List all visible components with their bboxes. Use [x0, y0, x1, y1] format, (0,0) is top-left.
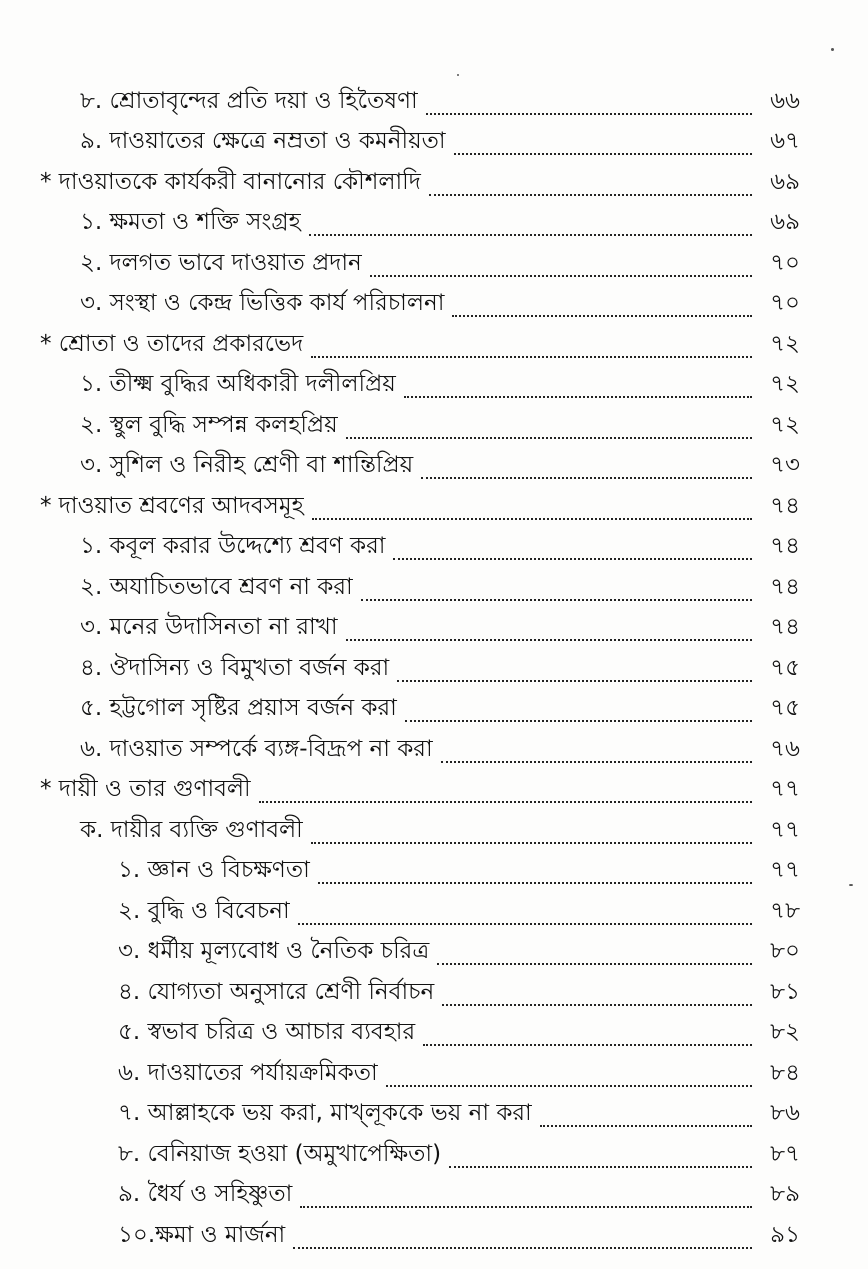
toc-entry: [40, 977, 800, 1018]
dot-leader: [397, 680, 752, 682]
dot-leader: [386, 1085, 752, 1087]
toc-entry-page-number: ৭২: [770, 330, 800, 357]
toc-entry-title: ৭. আল্লাহকে ভয় করা, মাখ্লূককে ভয় না করা: [118, 1100, 532, 1126]
dot-leader: [449, 1166, 752, 1168]
dot-leader: [454, 153, 752, 155]
toc-entry-title: ১০.ক্ষমা ও মার্জনা: [118, 1221, 286, 1248]
dot-leader: [404, 396, 752, 398]
toc-entry-title: ৬. দাওয়াত সম্পর্কে ব্যঙ্গ-বিদ্রূপ না করা: [80, 735, 433, 762]
toc-entry: [40, 491, 800, 532]
toc-entry-page-number: ৭৫: [770, 654, 800, 681]
toc-entry: [40, 410, 800, 451]
dot-leader: [259, 801, 752, 803]
toc-entry-title: ৪. ঔদাসিন্য ও বিমুখতা বর্জন করা: [80, 654, 390, 681]
toc-entry-page-number: ৭৩: [770, 452, 800, 478]
toc-entry: [40, 1058, 800, 1099]
toc-entry: [40, 815, 800, 856]
toc-entry: [40, 370, 800, 411]
dot-leader: [429, 194, 752, 196]
toc-entry-page-number: ৬৯: [770, 168, 800, 195]
toc-entry-page-number: ৮৬: [770, 1100, 800, 1126]
print-speck: [849, 884, 853, 886]
dot-leader: [361, 599, 752, 601]
toc-entry-page-number: ৮২: [770, 1019, 800, 1045]
toc-entry: [40, 1099, 800, 1140]
toc-entry: [40, 208, 800, 249]
dot-leader: [346, 437, 752, 439]
toc-entry: [40, 1139, 800, 1180]
dot-leader: [452, 315, 752, 317]
dot-leader: [311, 356, 752, 358]
toc-entry: [40, 734, 800, 775]
toc-entry-title: ৩. সুশিল ও নিরীহ শ্রেণী বা শান্তিপ্রিয়: [80, 452, 414, 478]
toc-entry-page-number: ৭০: [770, 290, 800, 316]
toc-entry: [40, 613, 800, 654]
toc-entry-page-number: ৭৭: [770, 857, 800, 883]
dot-leader: [421, 477, 752, 479]
dot-leader: [423, 1044, 752, 1046]
dot-leader: [300, 1206, 752, 1208]
print-speck: [831, 48, 834, 51]
toc-entry: [40, 1220, 800, 1261]
dot-leader: [393, 558, 752, 560]
toc-entry-title: ৯. ধৈর্য ও সহিষ্ণুতা: [118, 1181, 293, 1207]
toc-entry: [40, 653, 800, 694]
toc-entry: [40, 694, 800, 735]
dot-leader: [437, 963, 752, 965]
toc-entry-page-number: ৮৪: [770, 1059, 800, 1086]
toc-entry-page-number: ৮৯: [770, 1181, 800, 1207]
toc-entry-title: ৩. মনের উদাসিনতা না রাখা: [80, 614, 338, 640]
toc-entry: [40, 856, 800, 897]
toc-entry-page-number: ৮০: [770, 938, 800, 964]
toc-entry-title: ১. জ্ঞান ও বিচক্ষণতা: [118, 857, 310, 883]
toc-entry-page-number: ৬৭: [770, 128, 800, 154]
toc-entry-title: * দাওয়াতকে কার্যকরী বানানোর কৌশলাদি: [40, 168, 421, 195]
toc-entry-title: ২. স্থুল বুদ্ধি সম্পন্ন কলহপ্রিয়: [80, 411, 338, 438]
dot-leader: [318, 882, 752, 884]
dot-leader: [405, 720, 752, 722]
toc-entry: [40, 289, 800, 330]
toc-entry-page-number: ৮১: [770, 978, 800, 1005]
dot-leader: [426, 113, 752, 115]
toc-entry-page-number: ৭৪: [770, 614, 800, 640]
dot-leader: [309, 234, 752, 236]
toc-entry-title: ৫. স্বভাব চরিত্র ও আচার ব্যবহার: [118, 1019, 416, 1045]
print-speck: [457, 74, 459, 76]
toc-entry-page-number: ৭৪: [770, 573, 800, 600]
toc-entry-page-number: ৭৮: [770, 897, 800, 924]
toc-entry-page-number: ৭৪: [770, 492, 800, 519]
toc-entry-title: ৮. বেনিয়াজ হওয়া (অমুখাপেক্ষিতা): [118, 1140, 442, 1167]
toc-entry-title: * দায়ী ও তার গুণাবলী: [40, 776, 251, 802]
toc-entry-title: ক. দায়ীর ব্যক্তি গুণাবলী: [80, 816, 303, 843]
toc-entry: [40, 896, 800, 937]
table-of-contents: [40, 86, 800, 1261]
toc-entry: [40, 572, 800, 613]
dot-leader: [370, 275, 752, 277]
toc-entry-title: ৬. দাওয়াতের পর্যায়ক্রমিকতা: [118, 1059, 378, 1086]
toc-entry-title: ৮. শ্রোতাবৃন্দের প্রতি দয়া ও হিতৈষণা: [80, 87, 418, 114]
dot-leader: [312, 518, 752, 520]
dot-leader: [293, 1247, 752, 1249]
toc-entry: [40, 532, 800, 573]
toc-entry-title: ১. তীক্ষ্ম বুদ্ধির অধিকারী দলীলপ্রিয়: [80, 371, 396, 397]
toc-entry-page-number: ৭৬: [770, 735, 800, 762]
toc-entry-title: ৫. হট্টগোল সৃষ্টির প্রয়াস বর্জন করা: [80, 695, 397, 721]
toc-entry-page-number: ৯১: [770, 1221, 800, 1248]
toc-entry-title: ২. অযাচিতভাবে শ্রবণ না করা: [80, 573, 353, 600]
toc-entry: [40, 937, 800, 978]
toc-entry-title: ৩. ধর্মীয় মূল্যবোধ ও নৈতিক চরিত্র: [118, 938, 430, 964]
dot-leader: [311, 842, 752, 844]
toc-entry-page-number: ৭০: [770, 249, 800, 276]
toc-entry-title: ১. ক্ষমতা ও শক্তি সংগ্রহ: [80, 209, 301, 235]
toc-entry: [40, 775, 800, 816]
toc-entry: [40, 1180, 800, 1221]
dot-leader: [346, 639, 753, 641]
toc-entry-title: ১. কবূল করার উদ্দেশ্যে শ্রবণ করা: [80, 533, 386, 559]
toc-entry: [40, 329, 800, 370]
toc-entry: [40, 86, 800, 127]
toc-entry-page-number: ৬৯: [770, 209, 800, 235]
dot-leader: [441, 761, 752, 763]
toc-entry-title: ৯. দাওয়াতের ক্ষেত্রে নম্রতা ও কমনীয়তা: [80, 128, 446, 154]
toc-entry-page-number: ৭৭: [770, 816, 800, 843]
toc-entry-page-number: ৮৭: [770, 1140, 800, 1167]
toc-entry-page-number: ৭২: [770, 411, 800, 438]
toc-entry-title: ২. বুদ্ধি ও বিবেচনা: [118, 897, 290, 924]
toc-entry: [40, 248, 800, 289]
dot-leader: [298, 923, 752, 925]
toc-entry-page-number: ৭২: [770, 371, 800, 397]
toc-entry-page-number: ৭৪: [770, 533, 800, 559]
dot-leader: [442, 1004, 752, 1006]
toc-entry: [40, 1018, 800, 1059]
toc-entry: [40, 167, 800, 208]
toc-entry-page-number: ৭৭: [770, 776, 800, 802]
toc-entry-page-number: ৬৬: [770, 87, 800, 114]
toc-entry-title: * দাওয়াত শ্রবণের আদবসমূহ: [40, 492, 304, 519]
toc-entry: [40, 127, 800, 168]
toc-entry-title: ৩. সংস্থা ও কেন্দ্র ভিত্তিক কার্য পরিচালনা: [80, 290, 445, 316]
toc-entry-title: ২. দলগত ভাবে দাওয়াত প্রদান: [80, 249, 362, 276]
toc-entry-title: ৪. যোগ্যতা অনুসারে শ্রেণী নির্বাচন: [118, 978, 435, 1005]
dot-leader: [540, 1125, 752, 1127]
toc-entry: [40, 451, 800, 492]
toc-entry-page-number: ৭৫: [770, 695, 800, 721]
toc-entry-title: * শ্রোতা ও তাদের প্রকারভেদ: [40, 330, 304, 357]
